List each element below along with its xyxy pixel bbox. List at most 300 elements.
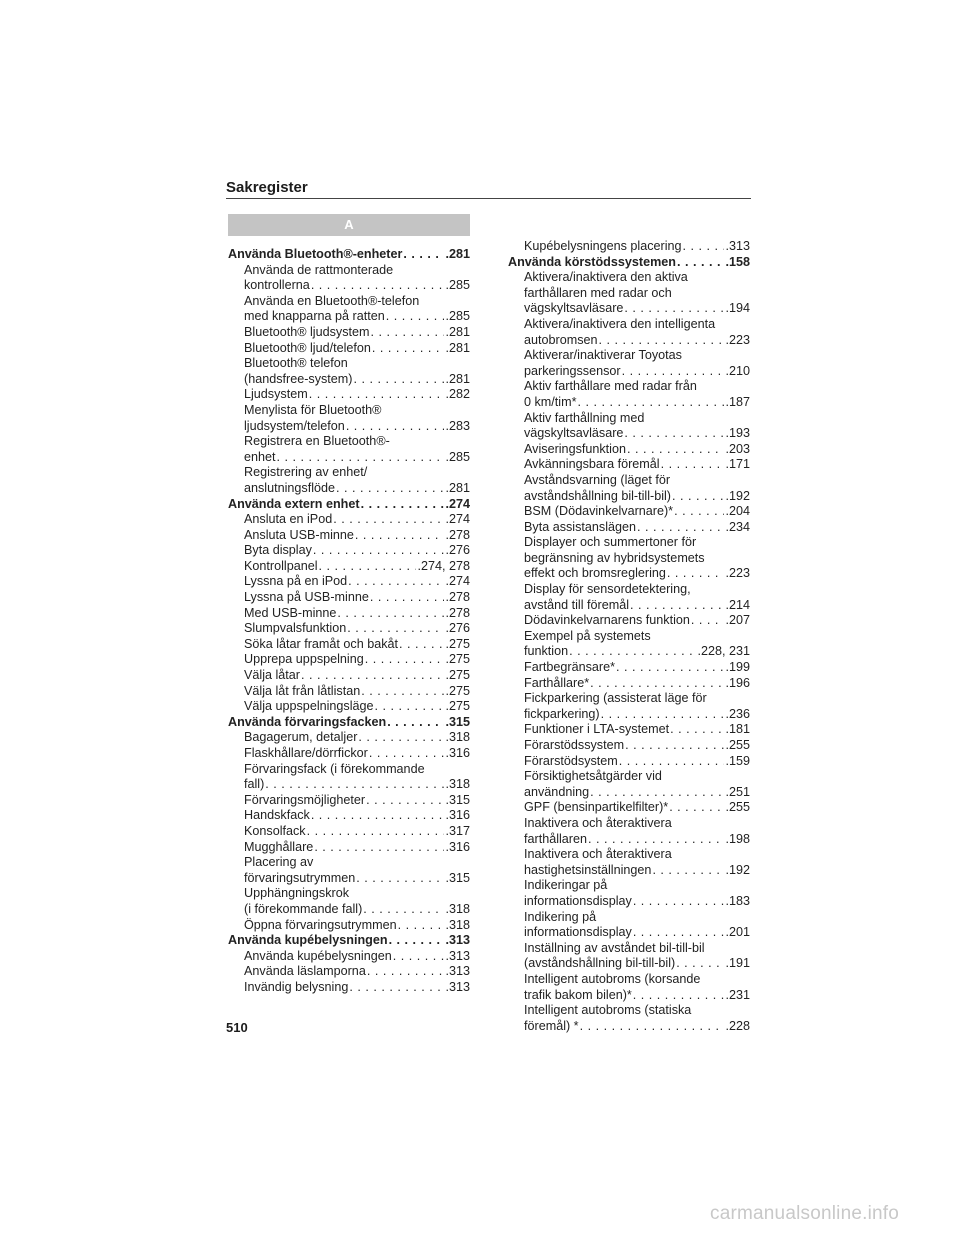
dot-leader xyxy=(366,793,444,809)
dot-leader xyxy=(353,372,444,388)
dot-leader xyxy=(349,980,444,996)
dot-leader xyxy=(361,497,445,513)
index-sub-entry: Intelligent autobroms (statiska xyxy=(524,1003,692,1018)
entry-page-ref: .318 xyxy=(445,917,470,932)
entry-page-ref: .223 xyxy=(725,332,750,347)
entry-term: Kontrollpanel xyxy=(244,558,318,573)
index-sub-entry xyxy=(228,746,470,762)
index-sub-entry xyxy=(508,676,750,692)
entry-term: Byta display xyxy=(244,543,312,558)
dot-leader xyxy=(348,574,444,590)
index-sub-entry xyxy=(228,574,470,590)
watermark: carmanualsonline.info xyxy=(710,1203,900,1224)
index-sub-entry xyxy=(508,426,750,442)
page-header xyxy=(226,178,751,199)
entry-term: Välja låt från låtlistan xyxy=(244,683,361,698)
index-sub-entry: Aktiv farthållning med xyxy=(524,410,645,425)
entry-page-ref: .281 xyxy=(445,247,470,261)
entry-page-ref: .187 xyxy=(725,394,750,409)
entry-page-ref: .275 xyxy=(445,652,470,667)
index-sub-entry xyxy=(228,512,470,528)
section-letter-band: A xyxy=(228,214,470,236)
entry-page-ref: .316 xyxy=(445,808,470,823)
entry-page-ref: .313 xyxy=(445,948,470,963)
entry-term: Funktioner i LTA-systemet xyxy=(524,722,670,737)
entry-term: avståndshållning bil-till-bil) xyxy=(524,488,671,503)
dot-leader xyxy=(375,699,445,715)
entry-term: informationsdisplay xyxy=(524,925,632,940)
entry-term: enhet xyxy=(244,449,276,464)
entry-term: kontrollerna xyxy=(244,278,310,293)
index-sub-entry xyxy=(228,949,470,965)
index-sub-entry: Menylista för Bluetooth® xyxy=(244,402,382,417)
entry-term: ljudsystem/telefon xyxy=(244,418,345,433)
index-sub-entry xyxy=(228,840,470,856)
entry-page-ref: .285 xyxy=(445,309,470,324)
entry-term: Lyssna på USB-minne xyxy=(244,590,369,605)
index-sub-entry xyxy=(508,442,750,458)
entry-term: Använda läslamporna xyxy=(244,964,366,979)
index-sub-entry: Inställning av avståndet bil-till-bil xyxy=(524,940,705,955)
index-main-entry xyxy=(228,497,470,513)
dot-leader xyxy=(633,894,725,910)
index-sub-entry: Display för sensordetektering, xyxy=(524,582,691,597)
index-sub-entry: Använda en Bluetooth®-telefon xyxy=(244,293,420,308)
entry-page-ref: .278 xyxy=(445,527,470,542)
entry-page-ref: .274 xyxy=(445,496,470,511)
entry-page-ref: .196 xyxy=(725,675,750,690)
dot-leader xyxy=(599,333,725,349)
dot-leader xyxy=(625,738,724,754)
dot-leader xyxy=(633,988,725,1004)
entry-term: Invändig belysning xyxy=(244,979,349,994)
entry-page-ref: .318 xyxy=(445,730,470,745)
entry-page-ref: .274 xyxy=(445,574,470,589)
index-sub-entry: Exempel på systemets xyxy=(524,628,651,643)
index-sub-entry xyxy=(228,278,470,294)
dot-leader xyxy=(389,933,445,949)
dot-leader xyxy=(311,278,445,294)
dot-leader xyxy=(616,660,724,676)
entry-term: (handsfree-system) xyxy=(244,371,353,386)
entry-term: Bagagerum, detaljer xyxy=(244,730,358,745)
index-sub-entry xyxy=(228,902,470,918)
index-sub-entry xyxy=(228,372,470,388)
dot-leader xyxy=(670,722,724,738)
entry-term: Konsolfack xyxy=(244,823,306,838)
index-sub-entry: Registrera en Bluetooth®- xyxy=(244,434,390,449)
dot-leader xyxy=(652,863,724,879)
index-sub-entry xyxy=(508,785,750,801)
index-sub-entry xyxy=(228,481,470,497)
entry-term: informationsdisplay xyxy=(524,893,632,908)
dot-leader xyxy=(577,395,724,411)
index-sub-entry xyxy=(228,777,470,793)
entry-page-ref: .313 xyxy=(445,933,470,948)
entry-page-ref: .203 xyxy=(725,441,750,456)
index-sub-entry xyxy=(228,808,470,824)
entry-page-ref: .274, 278 xyxy=(417,558,470,573)
entry-term: Använda Bluetooth®-enheter xyxy=(228,247,403,261)
index-column-right xyxy=(508,239,750,1034)
index-sub-entry xyxy=(508,722,750,738)
index-sub-entry xyxy=(508,333,750,349)
index-sub-entry xyxy=(228,528,470,544)
entry-term: 0 km/tim* xyxy=(524,394,577,409)
index-sub-entry xyxy=(228,918,470,934)
entry-page-ref: .315 xyxy=(445,870,470,885)
entry-page-ref: .318 xyxy=(445,901,470,916)
entry-page-ref: .192 xyxy=(725,488,750,503)
dot-leader xyxy=(358,730,444,746)
index-sub-entry xyxy=(228,652,470,668)
entry-page-ref: .255 xyxy=(725,800,750,815)
index-sub-entry: Upphängningskrok xyxy=(244,886,350,901)
dot-leader xyxy=(669,800,724,816)
dot-leader xyxy=(661,457,725,473)
entry-term: fickparkering) xyxy=(524,706,600,721)
entry-term: Slumpvalsfunktion xyxy=(244,621,347,636)
entry-page-ref: .281 xyxy=(445,340,470,355)
index-sub-entry xyxy=(508,1019,750,1035)
entry-page-ref: .282 xyxy=(445,387,470,402)
entry-term: Söka låtar framåt och bakåt xyxy=(244,636,399,651)
dot-leader xyxy=(601,707,725,723)
entry-term: Välja låtar xyxy=(244,668,301,683)
index-sub-entry: Placering av xyxy=(244,855,314,870)
entry-term: farthållaren xyxy=(524,831,588,846)
index-sub-entry xyxy=(228,621,470,637)
entry-page-ref: .315 xyxy=(445,792,470,807)
entry-page-ref: .275 xyxy=(445,699,470,714)
entry-page-ref: .316 xyxy=(445,839,470,854)
entry-term: Handskfack xyxy=(244,808,310,823)
entry-page-ref: .275 xyxy=(445,668,470,683)
index-sub-entry: Förvaringsfack (i förekommande xyxy=(244,761,425,776)
dot-leader xyxy=(309,387,445,403)
entry-page-ref: .274 xyxy=(445,512,470,527)
dot-leader xyxy=(356,871,444,887)
entry-page-ref: .281 xyxy=(445,480,470,495)
page-title: Sakregister xyxy=(226,179,308,196)
entry-page-ref: .207 xyxy=(725,613,750,628)
index-sub-entry xyxy=(228,871,470,887)
index-sub-entry: farthållaren med radar och xyxy=(524,285,672,300)
entry-page-ref: .234 xyxy=(725,519,750,534)
index-sub-entry xyxy=(508,566,750,582)
index-sub-entry xyxy=(508,239,750,255)
entry-page-ref: .313 xyxy=(445,979,470,994)
dot-leader xyxy=(346,419,445,435)
dot-leader xyxy=(667,566,725,582)
dot-leader xyxy=(361,684,444,700)
entry-page-ref: .158 xyxy=(725,254,750,269)
entry-page-ref: .255 xyxy=(725,738,750,752)
entry-page-ref: .223 xyxy=(725,566,750,581)
index-sub-entry: Aktiv farthållare med radar från xyxy=(524,379,697,394)
entry-page-ref: .313 xyxy=(725,239,750,253)
entry-page-ref: .251 xyxy=(725,784,750,799)
entry-page-ref: .315 xyxy=(445,714,470,729)
index-sub-entry xyxy=(228,824,470,840)
dot-leader xyxy=(399,637,444,653)
dot-leader xyxy=(393,949,445,965)
dot-leader xyxy=(637,520,724,536)
dot-leader xyxy=(630,598,724,614)
index-sub-entry: Inaktivera och återaktivera xyxy=(524,847,672,862)
dot-leader xyxy=(590,676,724,692)
entry-term: (i förekommande fall) xyxy=(244,901,363,916)
index-sub-entry xyxy=(228,637,470,653)
entry-page-ref: .210 xyxy=(725,363,750,378)
index-sub-entry xyxy=(508,598,750,614)
index-sub-entry xyxy=(508,738,750,754)
index-sub-entry xyxy=(508,364,750,380)
entry-term: Öppna förvaringsutrymmen xyxy=(244,917,397,932)
entry-term: BSM (Dödavinkelvarnare)* xyxy=(524,504,674,519)
index-sub-entry: begränsning av hybridsystemets xyxy=(524,550,705,565)
index-sub-entry: Indikeringar på xyxy=(524,878,608,893)
entry-term: Kupébelysningens placering xyxy=(524,239,682,253)
entry-term: Dödavinkelvarnarens funktion xyxy=(524,613,690,628)
index-column-left xyxy=(228,247,470,996)
entry-page-ref: .285 xyxy=(445,278,470,293)
index-sub-entry xyxy=(228,684,470,700)
index-sub-entry xyxy=(228,668,470,684)
index-sub-entry: Indikering på xyxy=(524,909,597,924)
index-sub-entry xyxy=(228,341,470,357)
entry-term: anslutningsflöde xyxy=(244,480,336,495)
index-sub-entry xyxy=(228,450,470,466)
dot-leader xyxy=(633,925,725,941)
entry-page-ref: .199 xyxy=(725,660,750,675)
index-sub-entry xyxy=(228,325,470,341)
entry-term: Förarstödssystem xyxy=(524,738,625,752)
dot-leader xyxy=(372,341,445,357)
entry-page-ref: .194 xyxy=(725,301,750,316)
index-sub-entry xyxy=(508,520,750,536)
index-sub-entry xyxy=(228,980,470,996)
entry-term: effekt och bromsreglering xyxy=(524,566,666,581)
dot-leader xyxy=(398,918,445,934)
dot-leader xyxy=(588,832,724,848)
entry-term: Ljudsystem xyxy=(244,387,308,402)
dot-leader xyxy=(624,301,724,317)
dot-leader xyxy=(365,652,445,668)
entry-term: användning xyxy=(524,784,590,799)
page-number: 510 xyxy=(226,1020,248,1035)
entry-page-ref: .316 xyxy=(445,746,470,760)
entry-term: Farthållare* xyxy=(524,675,590,690)
entry-page-ref: .285 xyxy=(445,449,470,464)
entry-page-ref: .236 xyxy=(725,706,750,721)
entry-term: Med USB-minne xyxy=(244,605,337,620)
index-sub-entry xyxy=(508,644,750,660)
entry-term: (avståndshållning bil-till-bil) xyxy=(524,956,676,971)
entry-term: Fartbegränsare* xyxy=(524,660,616,675)
entry-term: Aviseringsfunktion xyxy=(524,441,626,456)
entry-term: förvaringsutrymmen xyxy=(244,870,356,885)
entry-page-ref: .313 xyxy=(445,964,470,979)
index-sub-entry xyxy=(228,964,470,980)
index-sub-entry xyxy=(228,730,470,746)
entry-page-ref: .201 xyxy=(725,925,750,940)
entry-page-ref: .231 xyxy=(725,987,750,1002)
entry-term: Ansluta en iPod xyxy=(244,512,333,527)
index-sub-entry xyxy=(508,489,750,505)
entry-page-ref: .192 xyxy=(725,862,750,877)
index-main-entry xyxy=(228,933,470,949)
entry-page-ref: .318 xyxy=(445,777,470,792)
dot-leader xyxy=(337,606,444,622)
index-sub-entry xyxy=(508,395,750,411)
entry-term: Mugghållare xyxy=(244,839,314,854)
dot-leader xyxy=(333,512,444,528)
entry-term: Lyssna på en iPod xyxy=(244,574,348,589)
index-sub-entry xyxy=(228,309,470,325)
entry-term: avstånd till föremål xyxy=(524,597,629,612)
dot-leader xyxy=(319,559,417,575)
entry-page-ref: .214 xyxy=(725,597,750,612)
entry-term: föremål) * xyxy=(524,1018,579,1033)
entry-page-ref: .275 xyxy=(445,683,470,698)
index-sub-entry: Försiktighetsåtgärder vid xyxy=(524,769,662,784)
index-sub-entry xyxy=(508,894,750,910)
entry-term: Bluetooth® ljudsystem xyxy=(244,324,370,339)
entry-term: Använda körstödssystemen xyxy=(508,254,676,269)
dot-leader xyxy=(369,746,445,762)
dot-leader xyxy=(336,481,444,497)
entry-term: Använda förvaringsfacken xyxy=(228,714,387,729)
entry-page-ref: .183 xyxy=(725,893,750,908)
index-sub-entry: Displayer och summertoner för xyxy=(524,535,697,550)
dot-leader xyxy=(580,1019,725,1035)
entry-term: Förvaringsmöjligheter xyxy=(244,792,366,807)
entry-term: fall) xyxy=(244,777,265,792)
index-sub-entry xyxy=(508,707,750,723)
entry-page-ref: .281 xyxy=(445,371,470,386)
entry-term: Avkänningsbara föremål xyxy=(524,457,660,472)
index-sub-entry xyxy=(508,457,750,473)
index-sub-entry xyxy=(508,754,750,770)
index-sub-entry xyxy=(508,301,750,317)
dot-leader xyxy=(363,902,444,918)
index-sub-entry xyxy=(228,559,470,575)
entry-term: GPF (bensinpartikelfilter)* xyxy=(524,800,669,815)
dot-leader xyxy=(367,964,445,980)
index-sub-entry: Avståndsvarning (läget för xyxy=(524,472,671,487)
index-sub-entry xyxy=(228,387,470,403)
index-sub-entry xyxy=(508,613,750,629)
index-sub-entry: Aktivera/inaktivera den intelligenta xyxy=(524,316,716,331)
index-sub-entry xyxy=(508,660,750,676)
dot-leader xyxy=(301,668,444,684)
entry-page-ref: .204 xyxy=(725,504,750,519)
entry-page-ref: .317 xyxy=(445,823,470,838)
entry-term: Bluetooth® ljud/telefon xyxy=(244,340,371,355)
index-sub-entry xyxy=(228,699,470,715)
dot-leader xyxy=(619,754,725,770)
index-sub-entry: Använda de rattmonterade xyxy=(244,262,394,277)
index-sub-entry xyxy=(228,590,470,606)
entry-page-ref: .276 xyxy=(445,621,470,636)
entry-page-ref: .181 xyxy=(725,722,750,737)
index-sub-entry: Bluetooth® telefon xyxy=(244,356,348,371)
entry-page-ref: .171 xyxy=(725,457,750,472)
entry-term: Ansluta USB-minne xyxy=(244,527,354,542)
dot-leader xyxy=(676,956,724,972)
index-main-entry xyxy=(508,255,750,271)
entry-page-ref: .228 xyxy=(725,1018,750,1033)
dot-leader xyxy=(672,489,724,505)
entry-term: Välja uppspelningsläge xyxy=(244,699,374,714)
dot-leader xyxy=(674,504,724,520)
index-sub-entry xyxy=(228,543,470,559)
dot-leader xyxy=(624,426,724,442)
dot-leader xyxy=(627,442,725,458)
dot-leader xyxy=(265,777,444,793)
index-sub-entry xyxy=(508,800,750,816)
entry-page-ref: .159 xyxy=(725,753,750,768)
entry-term: Använda kupébelysningen xyxy=(228,933,388,948)
index-sub-entry xyxy=(228,419,470,435)
entry-page-ref: .281 xyxy=(445,324,470,339)
dot-leader xyxy=(677,255,725,271)
index-sub-entry xyxy=(508,504,750,520)
entry-page-ref: .283 xyxy=(445,418,470,433)
index-sub-entry: Inaktivera och återaktivera xyxy=(524,815,672,830)
dot-leader xyxy=(307,824,445,840)
index-sub-entry: Intelligent autobroms (korsande xyxy=(524,971,701,986)
index-sub-entry: Registrering av enhet/ xyxy=(244,465,368,480)
dot-leader xyxy=(314,840,444,856)
entry-term: Upprepa uppspelning xyxy=(244,652,364,667)
index-sub-entry xyxy=(508,956,750,972)
index-main-entry xyxy=(228,247,470,263)
dot-leader xyxy=(370,590,445,606)
entry-term: Byta assistanslägen xyxy=(524,519,637,534)
index-sub-entry xyxy=(508,863,750,879)
entry-term: Flaskhållare/dörrfickor xyxy=(244,746,368,760)
dot-leader xyxy=(370,325,444,341)
index-sub-entry xyxy=(508,925,750,941)
dot-leader xyxy=(313,543,445,559)
index-sub-entry xyxy=(508,988,750,1004)
dot-leader xyxy=(569,644,696,660)
entry-term: Använda kupébelysningen xyxy=(244,948,392,963)
entry-page-ref: .278 xyxy=(445,590,470,605)
index-sub-entry xyxy=(228,793,470,809)
entry-page-ref: .191 xyxy=(725,956,750,971)
entry-page-ref: .228, 231 xyxy=(697,644,750,659)
dot-leader xyxy=(355,528,445,544)
index-sub-entry: Aktiverar/inaktiverar Toyotas xyxy=(524,348,682,363)
entry-page-ref: .193 xyxy=(725,426,750,441)
entry-term: med knapparna på ratten xyxy=(244,309,385,324)
entry-term: autobromsen xyxy=(524,332,598,347)
entry-term: Förarstödsystem xyxy=(524,753,618,768)
dot-leader xyxy=(590,785,724,801)
index-sub-entry xyxy=(508,832,750,848)
entry-page-ref: .278 xyxy=(445,605,470,620)
index-sub-entry xyxy=(228,606,470,622)
entry-term: funktion xyxy=(524,644,569,659)
index-main-entry xyxy=(228,715,470,731)
entry-page-ref: .198 xyxy=(725,831,750,846)
entry-term: Använda extern enhet xyxy=(228,496,360,511)
entry-term: parkeringssensor xyxy=(524,363,621,378)
dot-leader xyxy=(622,364,725,380)
